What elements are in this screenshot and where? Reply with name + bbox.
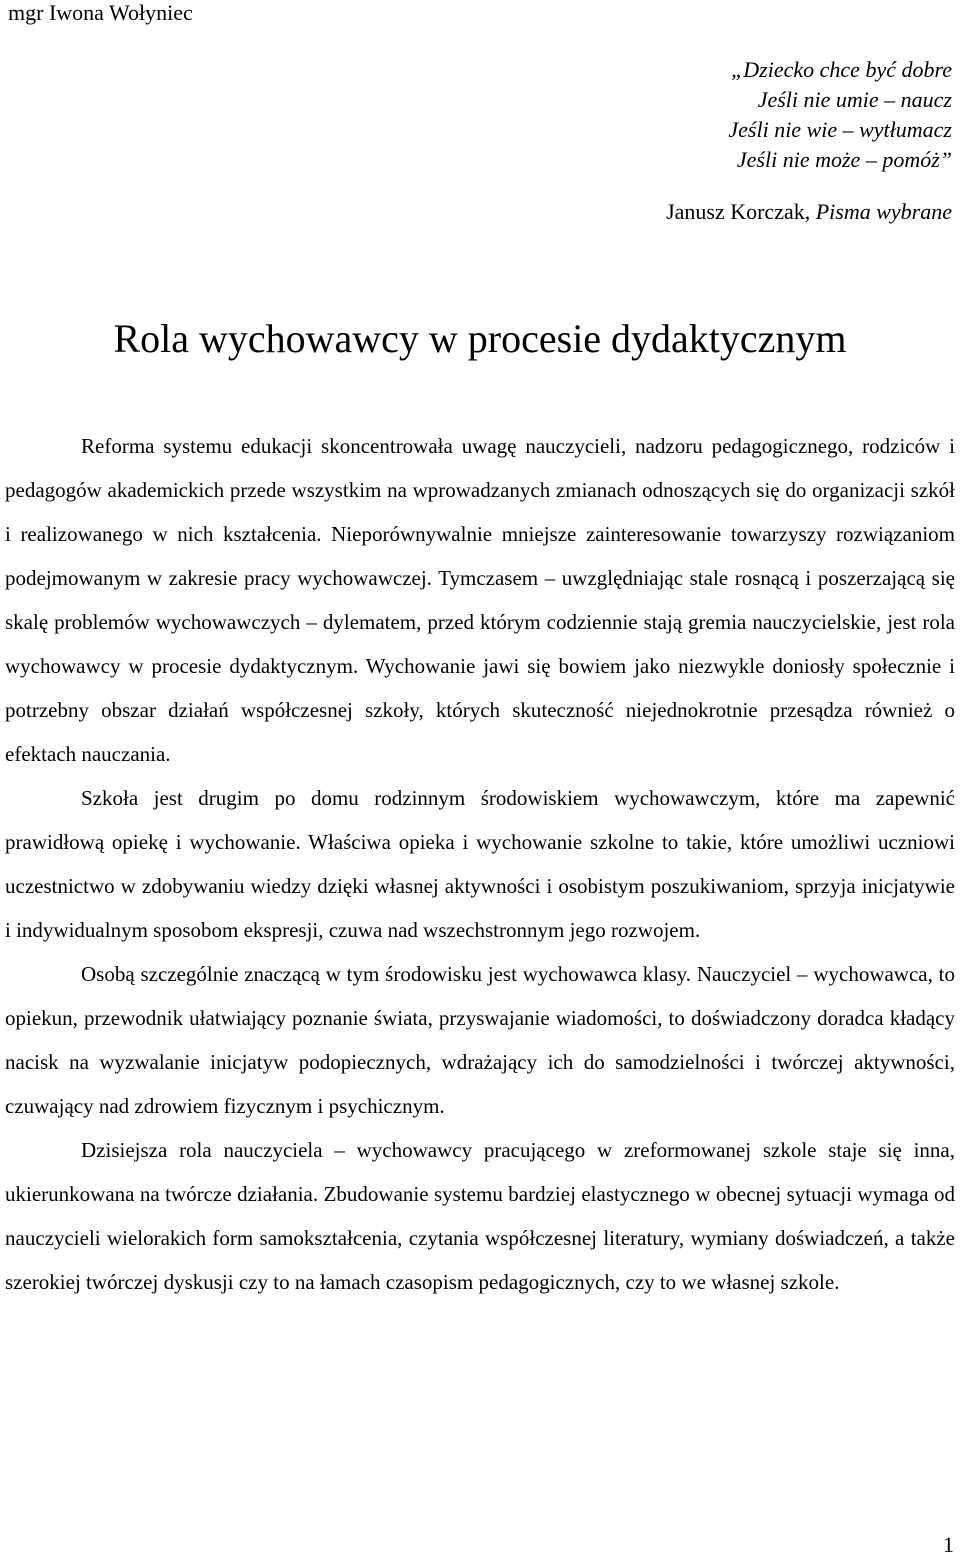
body-paragraph: Dzisiejsza rola nauczyciela – wychowawcy pracującego w zreformowanej szkole staje się inna, ukierunkowana na twórcze działania. Zbudowanie systemu bardziej elastycznego w obecnej sytuacji wymaga od nauczycieli wielorakich form samokształcenia, czytania współczesnej literatury, wymiany doświadczeń, a także szerokiej twórczej dyskusji czy to na łamach czasopism pedagogicznych, czy to we własnej szkole. — [5, 1138, 955, 1294]
epigraph-line: Jeśli nie wie – wytłumacz — [728, 117, 952, 142]
epigraph-line: Jeśli nie może – pomóż” — [736, 147, 952, 172]
document-body — [5, 424, 955, 1304]
epigraph — [728, 55, 952, 175]
epigraph-line: Jeśli nie umie – naucz — [757, 87, 952, 112]
page-number: 1 — [943, 1532, 954, 1557]
body-paragraph: Szkoła jest drugim po domu rodzinnym środowiskiem wychowawczym, które ma zapewnić prawidłową opiekę i wychowanie. Właściwa opieka i wychowanie szkolne to takie, które umożliwi uczniowi uczestnictwo w zdobywaniu wiedzy dzięki własnej aktywności i osobistym poszukiwaniom, sprzyja inicjatywie i indywidualnym sposobom ekspresji, czuwa nad wszechstronnym jego rozwojem. — [5, 786, 955, 942]
body-paragraph: Reforma systemu edukacji skoncentrowała uwagę nauczycieli, nadzoru pedagogicznego, rodziców i pedagogów akademickich przede wszystkim na wprowadzanych zmianach odnoszących się do organizacji szkół i realizowanego w nich kształcenia. Nieporównywalnie mniejsze zainteresowanie towarzyszy rozwiązaniom podejmowanym w zakresie pracy wychowawczej. Tymczasem – uwzględniając stale rosnącą i poszerzającą się skalę problemów wychowawczych – dylematem, przed którym codziennie stają gremia nauczycielskie, jest rola wychowawcy w procesie dydaktycznym. Wychowanie jawi się bowiem jako niezwykle doniosły społecznie i potrzebny obszar działań współczesnej szkoły, których skuteczność niejednokrotnie przesądza również o efektach nauczania. — [5, 434, 955, 766]
citation-author: Janusz Korczak, — [666, 199, 816, 224]
citation-work: Pisma wybrane — [815, 199, 952, 224]
epigraph-citation — [666, 198, 952, 226]
body-paragraph: Osobą szczególnie znaczącą w tym środowisku jest wychowawca klasy. Nauczyciel – wychowawca, to opiekun, przewodnik ułatwiający poznanie świata, przyswajanie wiadomości, to doświadczony doradca kładący nacisk na wyzwalanie inicjatyw podopiecznych, wdrażający ich do samodzielności i twórczej aktywności, czuwający nad zdrowiem fizycznym i psychicznym. — [5, 962, 955, 1118]
document-title: Rola wychowawcy w procesie dydaktycznym — [113, 316, 847, 361]
author-name: mgr Iwona Wołyniec — [8, 0, 193, 25]
epigraph-line: „Dziecko chce być dobre — [731, 57, 952, 82]
